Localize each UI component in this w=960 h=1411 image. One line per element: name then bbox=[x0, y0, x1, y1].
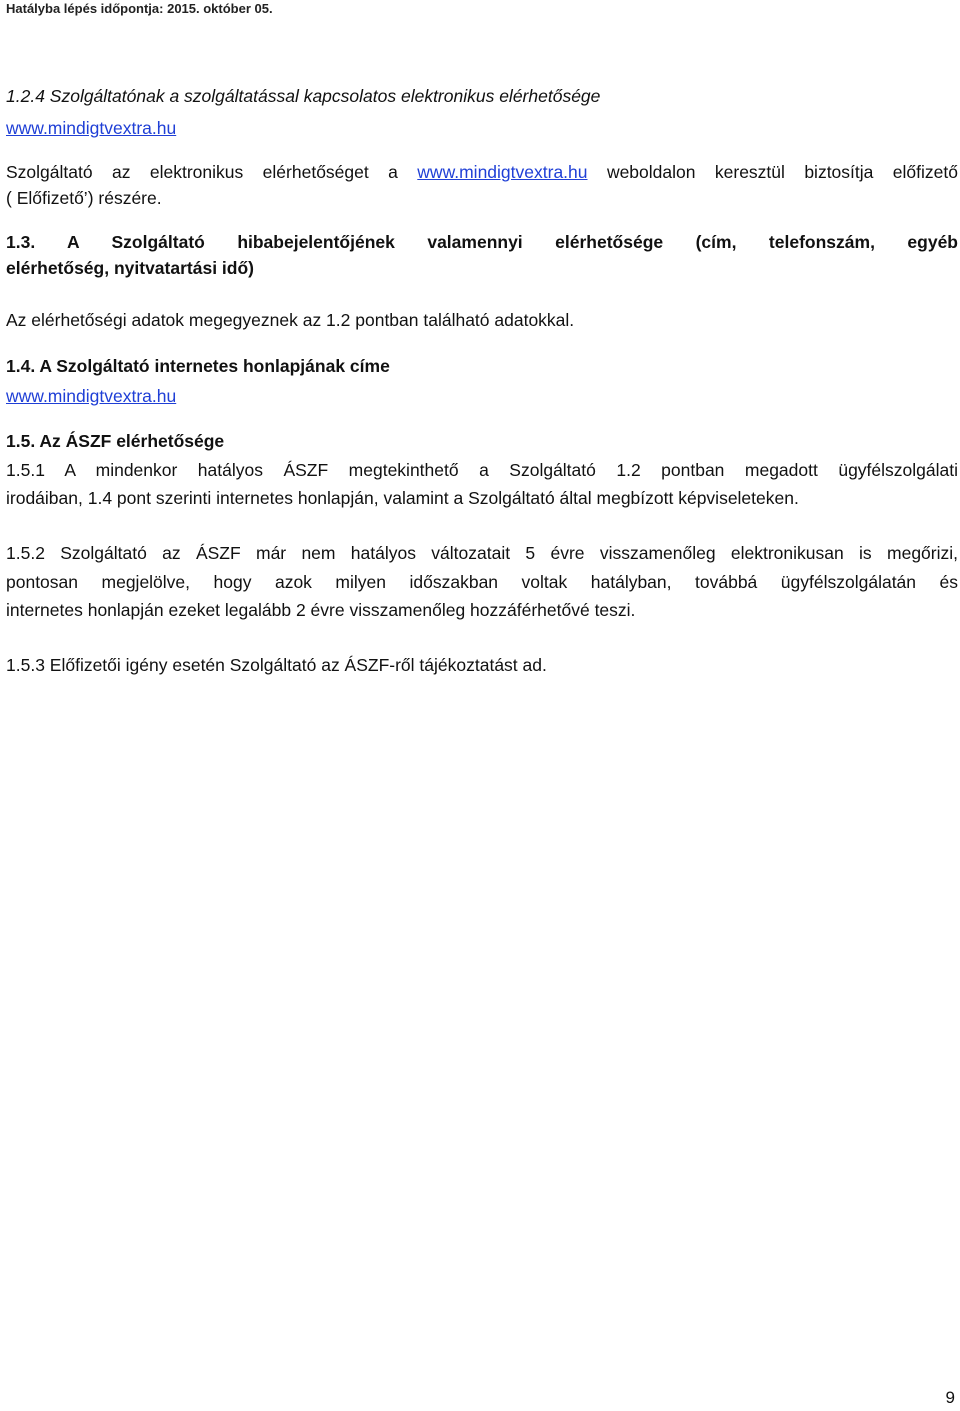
section-1-2-4-paragraph-line2: ( Előfizető’) részére. bbox=[6, 188, 162, 208]
section-1-3-heading: 1.3. A Szolgáltató hibabejelentőjének valamennyi elérhetősége (cím, telefonszám, egyéb bbox=[6, 232, 958, 252]
website-link-2[interactable]: www.mindigtvextra.hu bbox=[417, 162, 588, 182]
section-1-5-2-line2: pontosan megjelölve, hogy azok milyen időszakban voltak hatályban, továbbá ügyfélszolgálatán és bbox=[6, 572, 958, 592]
section-1-5-1-line2: irodáiban, 1.4 pont szerinti internetes honlapján, valamint a Szolgáltató által megbízott képviseleteken. bbox=[6, 488, 799, 508]
section-1-5-2-line1: 1.5.2 Szolgáltató az ÁSZF már nem hatályos változatait 5 évre visszamenőleg elektronikusan is megőrizi, bbox=[6, 543, 958, 563]
page-header: Hatályba lépés időpontja: 2015. október 05. bbox=[6, 1, 273, 16]
section-1-5-1-line1: 1.5.1 A mindenkor hatályos ÁSZF megtekinthető a Szolgáltató 1.2 pontban megadott ügyfélszolgálati bbox=[6, 460, 958, 480]
section-1-5-3-text: 1.5.3 Előfizetői igény esetén Szolgáltató az ÁSZF-ről tájékoztatást ad. bbox=[6, 655, 547, 675]
section-1-5-2-line3: internetes honlapján ezeket legalább 2 évre visszamenőleg hozzáférhetővé teszi. bbox=[6, 600, 636, 620]
section-1-5-heading: 1.5. Az ÁSZF elérhetősége bbox=[6, 431, 225, 451]
page-number: 9 bbox=[945, 1388, 955, 1407]
section-1-3-heading-line2: elérhetőség, nyitvatartási idő) bbox=[6, 258, 254, 278]
website-link-1[interactable]: www.mindigtvextra.hu bbox=[6, 118, 177, 138]
section-1-4-heading: 1.4. A Szolgáltató internetes honlapjának címe bbox=[6, 356, 390, 376]
section-1-2-4-heading: 1.2.4 Szolgáltatónak a szolgáltatással kapcsolatos elektronikus elérhetősége bbox=[6, 86, 601, 106]
section-1-3-text: Az elérhetőségi adatok megegyeznek az 1.2 pontban található adatokkal. bbox=[6, 310, 575, 330]
website-link-3[interactable]: www.mindigtvextra.hu bbox=[6, 386, 177, 406]
section-1-2-4-paragraph: Szolgáltató az elektronikus elérhetőséget a www.mindigtvextra.hu weboldalon keresztül biztosítja előfizető bbox=[6, 162, 958, 182]
